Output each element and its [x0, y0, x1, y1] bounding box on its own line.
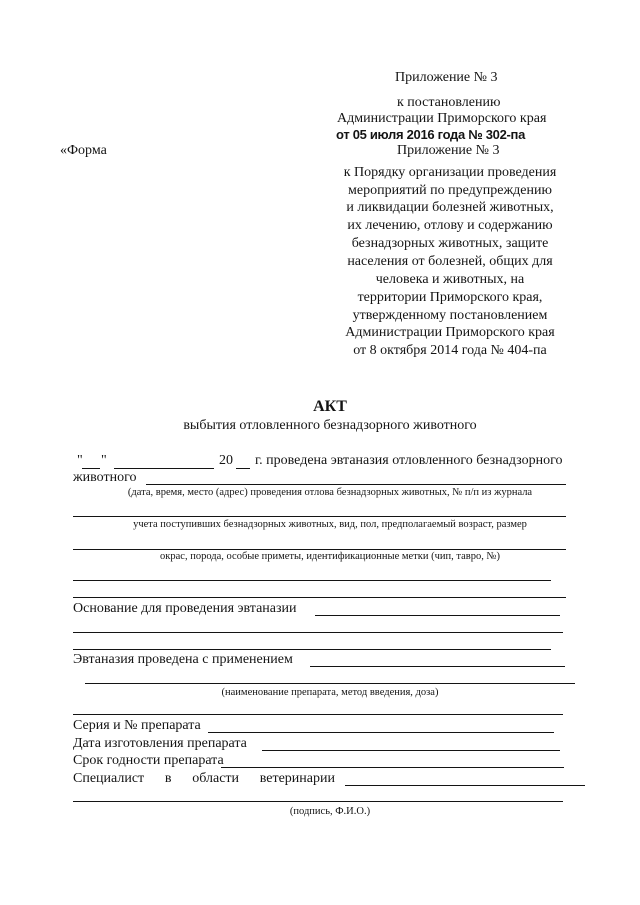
euthanasia-statement: г. проведена эвтаназия отловленного безнадзорного [255, 453, 563, 468]
method-blank[interactable] [310, 666, 565, 667]
basis-blank-3[interactable] [73, 649, 551, 650]
specialist-word: области [192, 771, 240, 786]
animal-details-blank-5[interactable] [73, 597, 566, 598]
to-resolution: к постановлению [397, 95, 501, 110]
hint-capture-details: (дата, время, место (адрес) проведения отлова безнадзорных животных, № п/п из журнала [127, 487, 533, 498]
manufacture-date-label: Дата изготовления препарата [73, 736, 247, 751]
order-line: населения от болезней, общих для [347, 254, 553, 269]
animal-label: животного [73, 470, 137, 485]
date-close-quote: " [101, 453, 107, 468]
specialist-word: ветеринарии [259, 771, 335, 786]
year-blank[interactable] [236, 468, 250, 469]
method-blank-2[interactable] [85, 683, 575, 684]
animal-details-blank-3[interactable] [73, 549, 566, 550]
appendix-number: Приложение № 3 [395, 70, 498, 85]
specialist-label [73, 771, 335, 787]
order-line: их лечению, отлову и содержанию [347, 218, 553, 233]
basis-label: Основание для проведения эвтаназии [73, 601, 297, 616]
series-blank[interactable] [208, 732, 554, 733]
form-label: «Форма [60, 143, 107, 158]
expiry-blank[interactable] [221, 767, 564, 768]
expiry-label: Срок годности препарата [73, 753, 224, 768]
order-line: человека и животных, на [375, 272, 525, 287]
hint-drug: (наименование препарата, метод введения, доза) [221, 687, 439, 698]
manufacture-date-blank[interactable] [262, 750, 560, 751]
act-title: АКТ [313, 398, 347, 415]
specialist-word: Специалист [73, 771, 145, 786]
hint-registry-details: учета поступивших безнадзорных животных, вид, пол, предполагаемый возраст, размер [133, 519, 527, 530]
hint-marks: окрас, порода, особые приметы, идентификационные метки (чип, тавро, №) [160, 551, 500, 562]
order-line: к Порядку организации проведения [343, 165, 557, 180]
order-line: и ликвидации болезней животных, [346, 200, 554, 215]
animal-details-blank-2[interactable] [73, 516, 566, 517]
order-line: мероприятий по предупреждению [348, 183, 552, 198]
order-line: утвержденному постановлением [352, 308, 548, 323]
animal-details-blank[interactable] [146, 484, 566, 485]
order-line: Администрации Приморского края [345, 325, 555, 340]
specialist-blank[interactable] [345, 785, 585, 786]
act-subtitle: выбытия отловленного безнадзорного животного [183, 418, 477, 433]
date-open-quote: " [77, 453, 83, 468]
administration-name: Администрации Приморского края [337, 111, 547, 126]
month-blank[interactable] [114, 468, 214, 469]
basis-blank[interactable] [315, 615, 560, 616]
specialist-word: в [164, 771, 172, 786]
year-prefix: 20 [219, 453, 233, 468]
signature-blank[interactable] [73, 801, 563, 802]
order-line: от 8 октября 2014 года № 404-па [353, 343, 547, 358]
order-line: безнадзорных животных, защите [351, 236, 549, 251]
order-line: территории Приморского края, [357, 290, 543, 305]
animal-details-blank-4[interactable] [73, 580, 551, 581]
drug-blank[interactable] [73, 714, 563, 715]
series-label: Серия и № препарата [73, 718, 201, 733]
appendix-number-2: Приложение № 3 [397, 143, 500, 158]
basis-blank-2[interactable] [73, 632, 563, 633]
day-blank[interactable] [82, 468, 100, 469]
method-label: Эвтаназия проведена с применением [73, 652, 293, 667]
hint-signature: (подпись, Ф.И.О.) [289, 806, 371, 817]
resolution-date-stamp: от 05 июля 2016 года № 302-па [336, 127, 526, 142]
